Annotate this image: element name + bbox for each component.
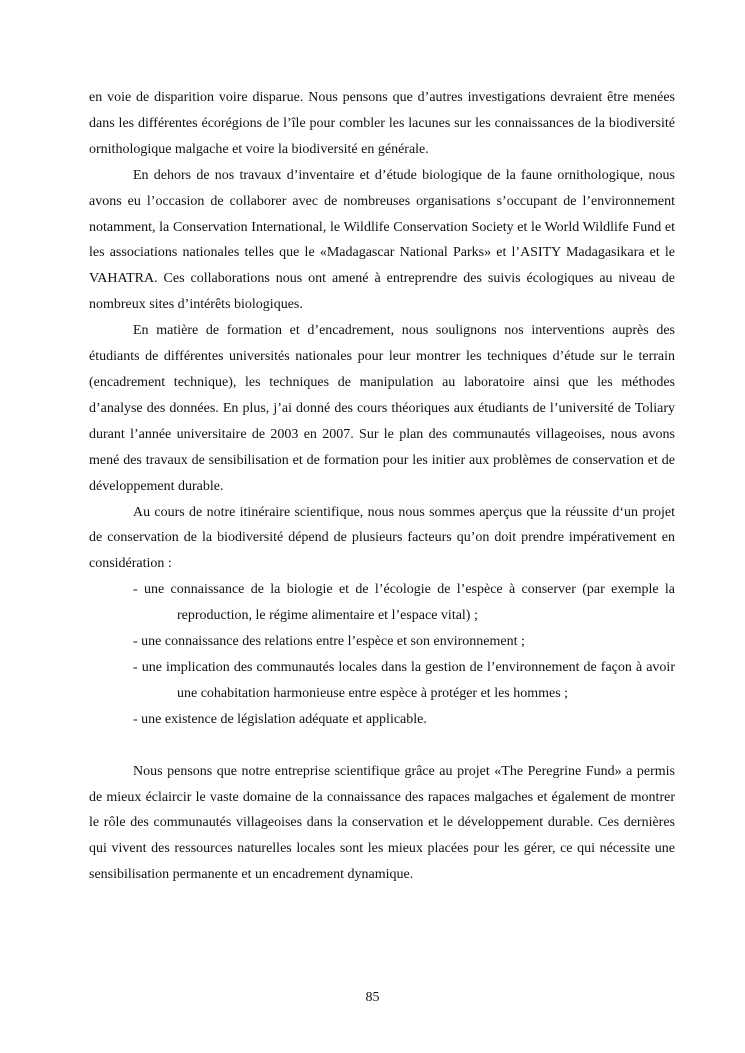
paragraph-conclusion: Nous pensons que notre entreprise scientifique grâce au projet «The Peregrine Fund» a permis de mieux éclaircir le vaste domaine de la connaissance des rapaces malgaches et également de montrer le rôle des communautés villageoises dans la conservation et le développement durable. Ces dernières qui vivent des ressources naturelles locales sont les mieux placées pour les gérer, ce qui nécessite une sensibilisation permanente et un encadrement dynamique. bbox=[89, 763, 675, 883]
list-item: - une implication des communautés locales dans la gestion de l’environnement de façon à avoir une cohabitation harmonieuse entre espèce à protéger et les hommes ; bbox=[133, 659, 675, 701]
page-number: 85 bbox=[365, 990, 380, 1005]
factors-list bbox=[89, 577, 675, 732]
paragraph-continuation: en voie de disparition voire disparue. Nous pensons que d’autres investigations devraient être menées dans les différentes écorégions de l’île pour combler les lacunes sur les connaissances de la biodiversité ornithologique malgache et voire la biodiversité en générale. bbox=[89, 90, 675, 157]
paragraph-training: En matière de formation et d’encadrement, nous soulignons nos interventions auprès des étudiants de différentes universités nationales pour leur montrer les techniques d’étude sur le terrain (encadrement technique), les techniques de manipulation au laboratoire ainsi que les méthodes d’analyse des données. En plus, j’ai donné des cours théoriques aux étudiants de l’université de Toliary durant l’année universitaire de 2003 en 2007. Sur le plan des communautés villageoises, nous avons mené des travaux de sensibilisation et de formation pour les initier aux problèmes de conservation et de développement durable. bbox=[89, 323, 675, 494]
blank-line bbox=[89, 733, 675, 759]
list-item: - une existence de législation adéquate et applicable. bbox=[133, 711, 427, 727]
paragraph-collaborations: En dehors de nos travaux d’inventaire et d’étude biologique de la faune ornithologique, nous avons eu l’occasion de collaborer avec de nombreuses organisations s’occupant de l’environnement notamment, la Conservation International, le Wildlife Conservation Society et le World Wildlife Fund et les associations nationales telles que le «Madagascar National Parks» et l’ASITY Madagasikara et le VAHATRA. Ces collaborations nous ont amené à entreprendre des suivis écologiques au niveau de nombreux sites d’intérêts biologiques. bbox=[89, 167, 675, 313]
list-item: - une connaissance des relations entre l’espèce et son environnement ; bbox=[133, 634, 525, 650]
list-item: - une connaissance de la biologie et de l’écologie de l’espèce à conserver (par exemple la reproduction, le régime alimentaire et l’espace vital) ; bbox=[133, 582, 675, 624]
page-body bbox=[89, 85, 675, 888]
paragraph-itinerary: Au cours de notre itinéraire scientifique, nous nous sommes aperçus que la réussite d‘un projet de conservation de la biodiversité dépend de plusieurs facteurs qu’on doit prendre impérativement en considération : bbox=[89, 504, 675, 572]
